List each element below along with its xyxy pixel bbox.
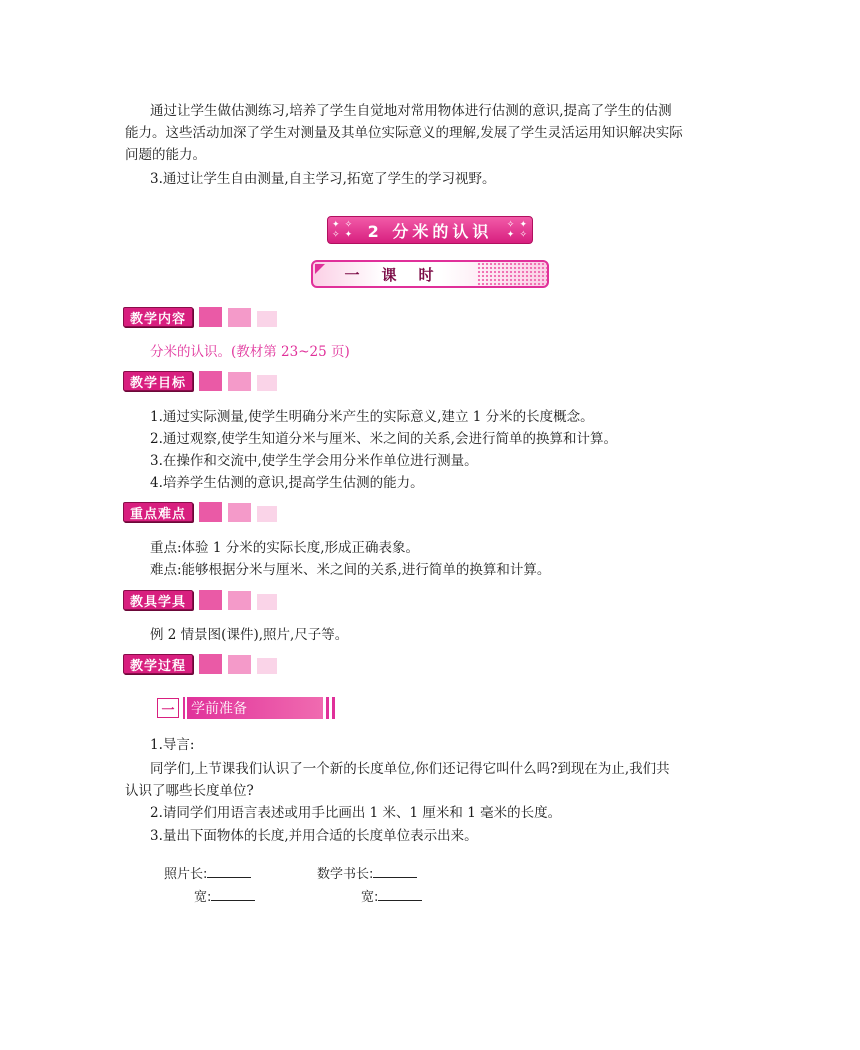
square-decoration-icon [257, 311, 277, 327]
objective-item: 2.通过观察,使学生知道分米与厘米、米之间的关系,会进行简单的换算和计算。 [150, 431, 617, 447]
book-width-blank[interactable] [378, 887, 422, 901]
intro-paragraph-line-1: 通过让学生做估测练习,培养了学生自觉地对常用物体进行估测的意识,提高了学生的估测 [150, 103, 672, 119]
star-decoration-icon: ✦ ✧ ✧ ✦ [332, 220, 354, 240]
objective-item: 1.通过实际测量,使学生明确分米产生的实际意义,建立 1 分米的长度概念。 [150, 409, 594, 425]
square-decoration-icon [199, 371, 222, 391]
section-header-content [123, 307, 277, 327]
subsection-number: 一 [157, 698, 179, 718]
difficult-point-text: 难点:能够根据分米与厘米、米之间的关系,进行简单的换算和计算。 [150, 562, 551, 578]
book-width-label: 宽: [361, 890, 379, 905]
dot-pattern [477, 262, 547, 286]
photo-length-label: 照片长: [164, 867, 208, 882]
stripe-decoration-icon [326, 697, 329, 719]
key-point-text: 重点:体验 1 分米的实际长度,形成正确表象。 [150, 540, 420, 556]
square-decoration-icon [257, 375, 277, 391]
intro-paragraph-line-3: 问题的能力。 [125, 147, 206, 163]
stripe-decoration-icon [332, 697, 335, 719]
lesson-title: 2 分米的认识 [367, 221, 493, 241]
section-header-objectives [123, 371, 277, 391]
process-item-2: 2.请同学们用语言表述或用手比画出 1 米、1 厘米和 1 毫米的长度。 [150, 805, 562, 821]
square-decoration-icon [199, 654, 222, 674]
square-decoration-icon [257, 658, 277, 674]
objective-item: 3.在操作和交流中,使学生学会用分米作单位进行测量。 [150, 453, 478, 469]
process-item-3: 3.量出下面物体的长度,并用合适的长度单位表示出来。 [150, 828, 478, 844]
section-header-tools [123, 590, 277, 610]
intro-paragraph-line-2: 能力。这些活动加深了学生对测量及其单位实际意义的理解,发展了学生灵活运用知识解决实际 [125, 125, 683, 141]
period-banner [311, 260, 549, 288]
photo-width-blank[interactable] [211, 887, 255, 901]
photo-width-label: 宽: [194, 890, 212, 905]
section-header-process [123, 654, 277, 674]
square-decoration-icon [199, 307, 222, 327]
book-length-blank[interactable] [373, 864, 417, 878]
intro-point-3: 3.通过让学生自由测量,自主学习,拓宽了学生的学习视野。 [150, 171, 496, 187]
section-header-label: 教学目标 [123, 371, 193, 391]
square-decoration-icon [199, 590, 222, 610]
objective-item: 4.培养学生估测的意识,提高学生估测的能力。 [150, 475, 424, 491]
lesson-title-banner [327, 216, 533, 244]
square-decoration-icon [228, 372, 251, 391]
process-item-1: 1.导言: [150, 737, 195, 753]
subsection-label: 学前准备 [183, 697, 323, 719]
photo-width-field [194, 887, 255, 907]
section-header-keypoints [123, 502, 277, 522]
section-header-label: 教学内容 [123, 307, 193, 327]
section-header-label: 教学过程 [123, 654, 193, 674]
square-decoration-icon [228, 655, 251, 674]
period-label: 一课时 [344, 265, 456, 284]
book-width-field [361, 887, 422, 907]
content-text: 分米的认识。(教材第 23~25 页) [150, 344, 350, 360]
process-item-1-text-line-1: 同学们,上节课我们认识了一个新的长度单位,你们还记得它叫什么吗?到现在为止,我们共 [150, 761, 670, 777]
subsection-bar-preparation [157, 697, 349, 719]
book-length-field [317, 864, 417, 884]
photo-length-blank[interactable] [207, 864, 251, 878]
square-decoration-icon [228, 503, 251, 522]
process-item-1-text-line-2: 认识了哪些长度单位? [125, 783, 254, 799]
square-decoration-icon [228, 308, 251, 327]
square-decoration-icon [228, 591, 251, 610]
tools-text: 例 2 情景图(课件),照片,尺子等。 [150, 627, 349, 643]
square-decoration-icon [257, 594, 277, 610]
section-header-label: 重点难点 [123, 502, 193, 522]
star-decoration-icon: ✧ ✦ ✦ ✧ [506, 220, 528, 240]
square-decoration-icon [257, 506, 277, 522]
square-decoration-icon [199, 502, 222, 522]
book-length-label: 数学书长: [317, 867, 374, 882]
photo-length-field [164, 864, 251, 884]
section-header-label: 教具学具 [123, 590, 193, 610]
